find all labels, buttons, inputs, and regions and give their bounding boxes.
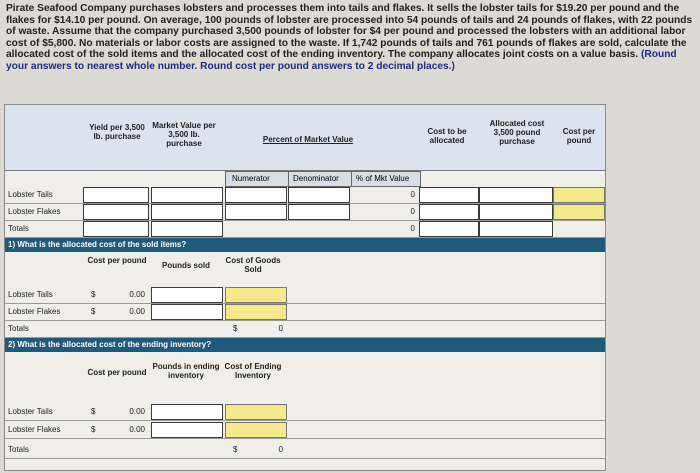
cost-per-pound-tails-input[interactable]	[553, 187, 605, 203]
section2-cost-header: Cost per pound	[87, 368, 147, 377]
alloc-cost-tails-input[interactable]	[479, 187, 553, 203]
cost-per-pound-header: Cost per pound	[562, 127, 596, 145]
cost-alloc-total-input[interactable]	[419, 221, 479, 237]
section2-tails-cost: 0.00	[129, 407, 145, 416]
section1-total-value: 0	[278, 324, 283, 333]
section1-tails-pounds-input[interactable]	[151, 287, 223, 303]
pct-flakes-value: 0	[410, 207, 415, 216]
pct-total-value: 0	[410, 224, 415, 233]
alloc-cost-flakes-input[interactable]	[479, 204, 553, 220]
numerator-flakes-input[interactable]	[225, 204, 287, 220]
denominator-tails-input[interactable]	[288, 187, 350, 203]
yield-total-input[interactable]	[83, 221, 149, 237]
dollar-sign: $	[233, 324, 238, 333]
allocated-cost-header: Allocated cost 3,500 pound purchase	[489, 119, 545, 146]
section1-flakes-cost: 0.00	[129, 307, 145, 316]
section2-flakes-cost: 0.00	[129, 425, 145, 434]
dollar-sign: $	[91, 407, 96, 416]
numerator-tails-input[interactable]	[225, 187, 287, 203]
section1-tails-cogs-input[interactable]	[225, 287, 287, 303]
pct-mkt-label: % of Mkt Value	[356, 174, 410, 183]
section1-cogs-header: Cost of Goods Sold	[225, 256, 281, 274]
dollar-sign: $	[91, 425, 96, 434]
dollar-sign: $	[91, 290, 96, 299]
section2-total-value: 0	[278, 445, 283, 454]
row-label: Lobster Flakes	[8, 307, 61, 316]
section2-title: 2) What is the allocated cost of the ending inventory?	[5, 338, 605, 352]
yield-flakes-input[interactable]	[83, 204, 149, 220]
denominator-flakes-input[interactable]	[288, 204, 350, 220]
row-label: Lobster Tails	[8, 407, 53, 416]
dollar-sign: $	[233, 445, 238, 454]
market-flakes-input[interactable]	[151, 204, 223, 220]
dollar-sign: $	[91, 307, 96, 316]
row-label: Totals	[8, 324, 29, 333]
row-label: Totals	[8, 224, 29, 233]
table-row	[5, 286, 605, 304]
section1-flakes-pounds-input[interactable]	[151, 304, 223, 320]
percent-market-header: Percent of Market Value	[262, 135, 354, 144]
denominator-header-cell	[288, 171, 352, 187]
table-row	[5, 220, 605, 238]
section2-flakes-cost-input[interactable]	[225, 422, 287, 438]
pct-mkt-header-cell	[351, 171, 421, 187]
section2-flakes-pounds-input[interactable]	[151, 422, 223, 438]
numerator-header-cell	[225, 171, 289, 187]
section1-pounds-header: Pounds sold	[162, 261, 210, 270]
yield-tails-input[interactable]	[83, 187, 149, 203]
pct-tails-value: 0	[410, 190, 415, 199]
table-row	[5, 303, 605, 321]
section1-flakes-cogs-input[interactable]	[225, 304, 287, 320]
table-row	[5, 441, 605, 459]
market-value-header: Market Value per 3,500 lb. purchase	[152, 121, 216, 148]
problem-statement	[6, 3, 696, 73]
table-row	[5, 403, 605, 421]
row-label: Lobster Tails	[8, 290, 53, 299]
section2-tails-pounds-input[interactable]	[151, 404, 223, 420]
worksheet	[4, 104, 606, 471]
section1-tails-cost: 0.00	[129, 290, 145, 299]
section1-title: 1) What is the allocated cost of the sold items?	[5, 238, 605, 252]
market-total-input[interactable]	[151, 221, 223, 237]
cost-alloc-flakes-input[interactable]	[419, 204, 479, 220]
market-tails-input[interactable]	[151, 187, 223, 203]
section1-cost-header: Cost per pound	[87, 256, 147, 265]
problem-text: Pirate Seafood Company purchases lobsters and processes them into tails and flakes. It sells the lobster tails for $19.20 per pound and the flakes for $14.10 per pound. On average, 100 pounds of lobster are processed into 54 pounds of tails and 24 pounds of flakes, with 22 pounds of waste. Assume that the company purchased 3,500 pounds of lobster for $4 per pound and processed the lobsters with an additional labor cost of $5,800. No materials or labor costs are assigned to the waste. If 1,742 pounds of tails and 761 pounds of flakes are sold, calculate the allocated cost of the sold items and the allocated cost of the ending inventory. The company allocates joint costs on a value basis.	[6, 3, 693, 61]
numerator-label: Numerator	[232, 174, 270, 183]
alloc-cost-total-input[interactable]	[479, 221, 553, 237]
section2-tails-cost-input[interactable]	[225, 404, 287, 420]
table-row	[5, 203, 605, 221]
section2-pounds-header: Pounds in ending inventory	[152, 362, 220, 380]
table-row	[5, 421, 605, 439]
table-row	[5, 186, 605, 204]
cost-per-pound-flakes-input[interactable]	[553, 204, 605, 220]
row-label: Lobster Flakes	[8, 207, 61, 216]
cost-allocated-header: Cost to be allocated	[427, 127, 467, 145]
table-row	[5, 320, 605, 338]
denominator-label: Denominator	[293, 174, 339, 183]
problem-instruction: (Round your answers to nearest whole number. Round cost per pound answers to 2 decimal places.)	[6, 49, 677, 72]
row-label: Lobster Flakes	[8, 425, 61, 434]
yield-header: Yield per 3,500 lb. purchase	[89, 123, 145, 141]
section2-cost-end-header: Cost of Ending Inventory	[224, 362, 282, 380]
row-label: Totals	[8, 445, 29, 454]
row-label: Lobster Tails	[8, 190, 53, 199]
cost-alloc-tails-input[interactable]	[419, 187, 479, 203]
